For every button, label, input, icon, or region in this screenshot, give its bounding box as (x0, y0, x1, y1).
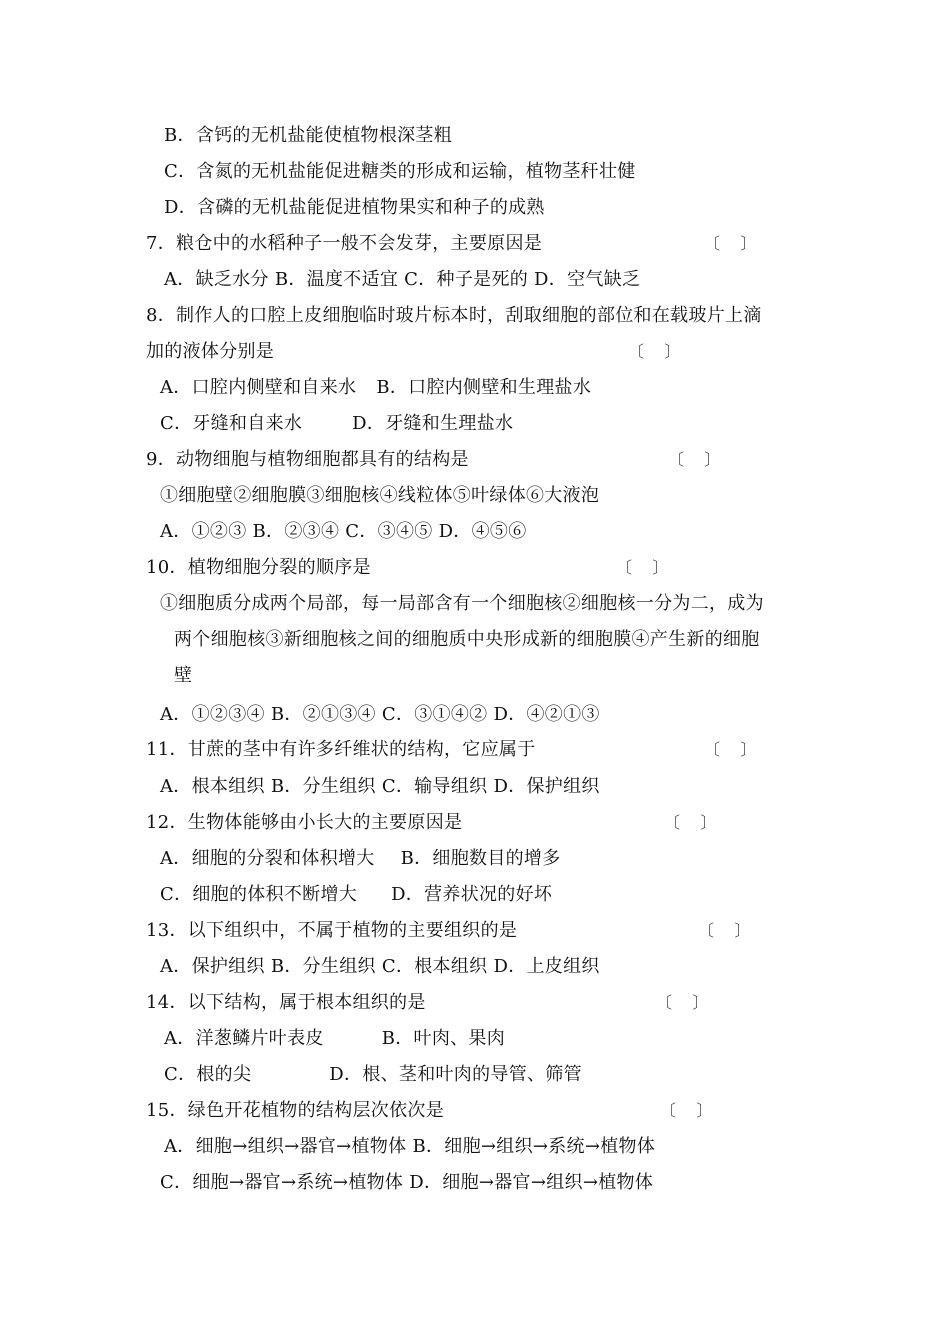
q7-stem: 7．粮仓中的水稻种子一般不会发芽，主要原因是 (146, 233, 543, 254)
q12-option-d: D．营养状况的好坏 (391, 884, 553, 905)
q14-option-d: D．根、茎和叶肉的导管、筛管 (329, 1064, 582, 1085)
q14-options-row-1 (164, 1021, 505, 1057)
q8-option-c: C．牙缝和自来水 (160, 413, 303, 434)
q8-options-row-1 (160, 370, 591, 406)
q12-option-b: B．细胞数目的增多 (400, 848, 561, 869)
q12-options-row-2 (160, 877, 552, 913)
q10-items-line-1: ①细胞质分成两个局部，每一局部含有一个细胞核②细胞核一分为二，成为 (160, 593, 764, 614)
q12-stem: 12．生物体能够由小长大的主要原因是 (146, 812, 463, 833)
q13-answer-bracket: 〔 〕 (698, 921, 751, 940)
q10-items-line-2: 两个细胞核③新细胞核之间的细胞质中央形成新的细胞膜④产生新的细胞 (174, 629, 760, 650)
q14-stem: 14．以下结构，属于根本组织的是 (146, 992, 426, 1013)
q11-options: A．根本组织 B．分生组织 C．输导组织 D．保护组织 (160, 776, 600, 797)
q10-items-line-3: 壁 (174, 665, 193, 686)
q14-option-c: C．根的尖 (164, 1064, 252, 1085)
q8-option-b: B．口腔内侧壁和生理盐水 (376, 377, 592, 398)
q14-option-a: A．洋葱鳞片叶表皮 (164, 1028, 324, 1049)
q15-stem: 15．绿色开花植物的结构层次依次是 (146, 1100, 445, 1121)
q14-option-b: B．叶肉、果肉 (381, 1028, 506, 1049)
q6-option-d: D．含磷的无机盐能促进植物果实和种子的成熟 (164, 197, 545, 218)
q14-options-row-2 (164, 1057, 582, 1093)
q9-options: A．①②③ B．②③④ C．③④⑤ D．④⑤⑥ (160, 521, 527, 542)
q7-options: A．缺乏水分 B．温度不适宜 C．种子是死的 D．空气缺乏 (164, 269, 641, 290)
q8-option-d: D．牙缝和生理盐水 (352, 413, 514, 434)
q6-option-b: B．含钙的无机盐能使植物根深茎粗 (164, 125, 453, 146)
q15-answer-bracket: 〔 〕 (660, 1101, 713, 1120)
q13-stem: 13．以下组织中，不属于植物的主要组织的是 (146, 920, 518, 941)
q12-option-c: C．细胞的体积不断增大 (160, 884, 358, 905)
q10-stem: 10．植物细胞分裂的顺序是 (146, 557, 371, 578)
q11-stem: 11．甘蔗的茎中有许多纤维状的结构，它应属于 (146, 739, 536, 760)
q8-answer-bracket: 〔 〕 (628, 342, 681, 361)
q11-answer-bracket: 〔 〕 (704, 740, 757, 759)
q7-answer-bracket: 〔 〕 (704, 234, 757, 253)
q6-option-c: C．含氮的无机盐能促进糖类的形成和运输，植物茎秆壮健 (164, 161, 636, 182)
q14-answer-bracket: 〔 〕 (656, 993, 709, 1012)
q10-answer-bracket: 〔 〕 (616, 558, 669, 577)
q8-options-row-2 (160, 406, 513, 442)
q9-answer-bracket: 〔 〕 (668, 450, 721, 469)
q15-options-row-2: C．细胞→器官→系统→植物体 D．细胞→器官→组织→植物体 (160, 1172, 654, 1193)
q15-options-row-1: A．细胞→组织→器官→植物体 B．细胞→组织→系统→植物体 (164, 1136, 656, 1157)
q10-options: A．①②③④ B．②①③④ C．③①④② D．④②①③ (160, 704, 600, 725)
q12-option-a: A．细胞的分裂和体积增大 (160, 848, 375, 869)
q8-stem-line-1: 8．制作人的口腔上皮细胞临时玻片标本时，刮取细胞的部位和在载玻片上滴 (146, 305, 762, 326)
q9-items: ①细胞壁②细胞膜③细胞核④线粒体⑤叶绿体⑥大液泡 (160, 485, 600, 506)
q12-options-row-1 (160, 841, 561, 877)
q8-option-a: A．口腔内侧壁和自来水 (160, 377, 357, 398)
q8-stem-line-2: 加的液体分别是 (146, 341, 275, 362)
q13-options: A．保护组织 B．分生组织 C．根本组织 D．上皮组织 (160, 956, 600, 977)
q9-stem: 9．动物细胞与植物细胞都具有的结构是 (146, 449, 469, 470)
q12-answer-bracket: 〔 〕 (664, 813, 717, 832)
